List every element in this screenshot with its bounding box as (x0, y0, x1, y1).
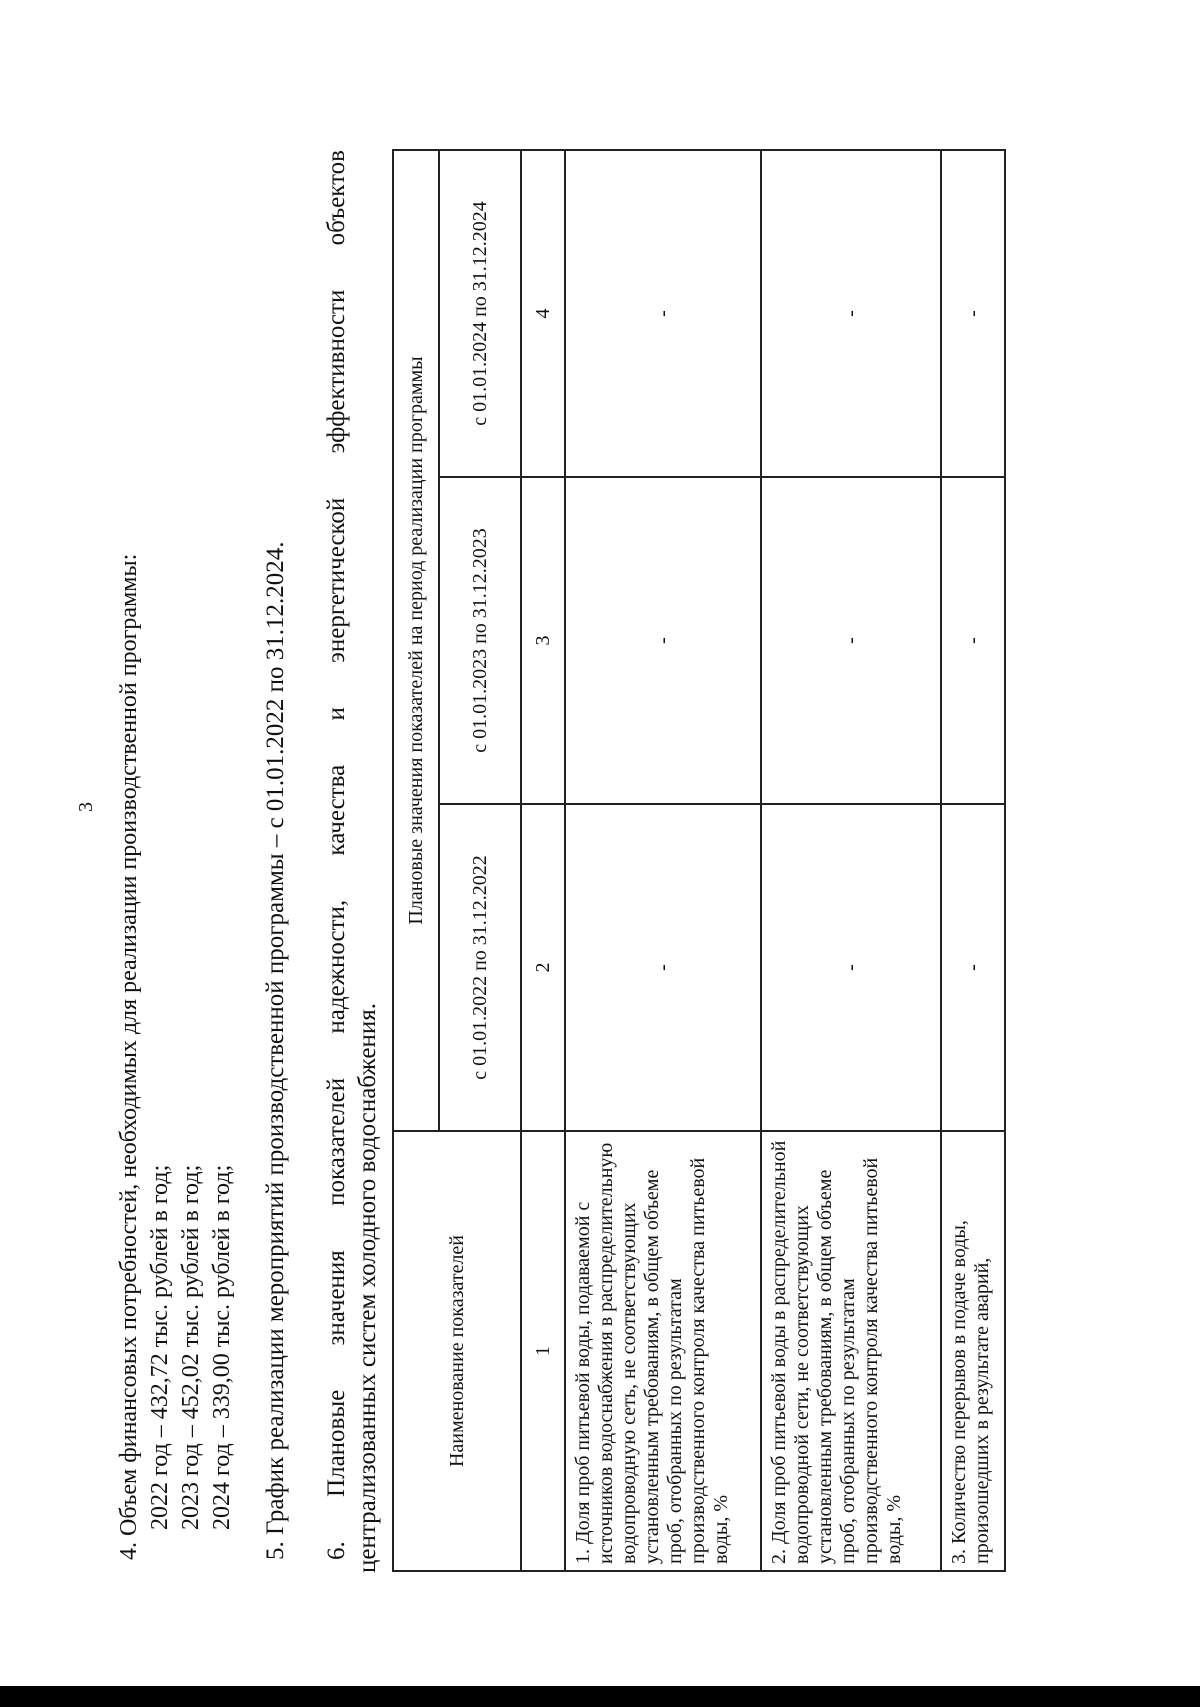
indicator-value: - (761, 804, 941, 1131)
table-row (761, 150, 941, 1571)
section-5: 5. График реализации мероприятий производственной программы – с 01.01.2022 по 31.12.2024. (262, 541, 289, 1560)
column-number: 1 (521, 1131, 565, 1571)
header-period: с 01.01.2024 по 31.12.2024 (439, 150, 521, 477)
header-period: с 01.01.2022 по 31.12.2022 (439, 804, 521, 1131)
indicator-value: - (941, 477, 1005, 804)
indicator-value: - (761, 150, 941, 477)
header-planned-values: Плановые значения показателей на период реализации программы (393, 150, 439, 1131)
section-4-heading: 4. Объем финансовых потребностей, необходимых для реализации производственной программы: (116, 553, 142, 1560)
indicators-table (392, 149, 1006, 1572)
header-period: с 01.01.2023 по 31.12.2023 (439, 477, 521, 804)
header-indicator-name: Наименование показателей (393, 1131, 521, 1571)
section-4-line: 2023 год – 452,02 тыс. рублей в год; (178, 1164, 204, 1530)
indicator-value: - (565, 804, 761, 1131)
section-6-line-1: 6. Плановые значения показателей надежности, качества и энергетической эффективности объектов (323, 150, 350, 1560)
indicator-name: 1. Доля проб питьевой воды, подаваемой с источников водоснабжения в распределительную водопроводную сеть, не соответствующих установленным требованиям, в общем объеме проб, отобранных по результатам производственного контроля качества питьевой воды, % (565, 1131, 761, 1571)
table-row (565, 150, 761, 1571)
section-4-line: 2024 год – 339,00 тыс. рублей в год; (209, 1164, 235, 1530)
indicator-value: - (565, 477, 761, 804)
section-4-line: 2022 год – 432,72 тыс. рублей в год; (147, 1164, 173, 1530)
indicator-value: - (941, 804, 1005, 1131)
column-number: 2 (521, 804, 565, 1131)
page-number: 3 (75, 802, 97, 812)
column-number: 3 (521, 477, 565, 804)
indicator-name: 3. Количество перерывов в подаче воды, произошедших в результате аварий, (941, 1131, 1005, 1571)
indicator-value: - (565, 150, 761, 477)
table-row (941, 150, 1005, 1571)
indicator-value: - (941, 150, 1005, 477)
column-number: 4 (521, 150, 565, 477)
section-6-line-2: централизованных систем холодного водоснабжения. (354, 1003, 381, 1573)
indicator-value: - (761, 477, 941, 804)
section-4 (114, 554, 238, 1560)
indicator-name: 2. Доля проб питьевой воды в распределительной водопроводной сети, не соответствующих установленным требованиям, в общем объеме проб, отобранных по результатам производственного контроля качества питьевой воды, % (761, 1131, 941, 1571)
